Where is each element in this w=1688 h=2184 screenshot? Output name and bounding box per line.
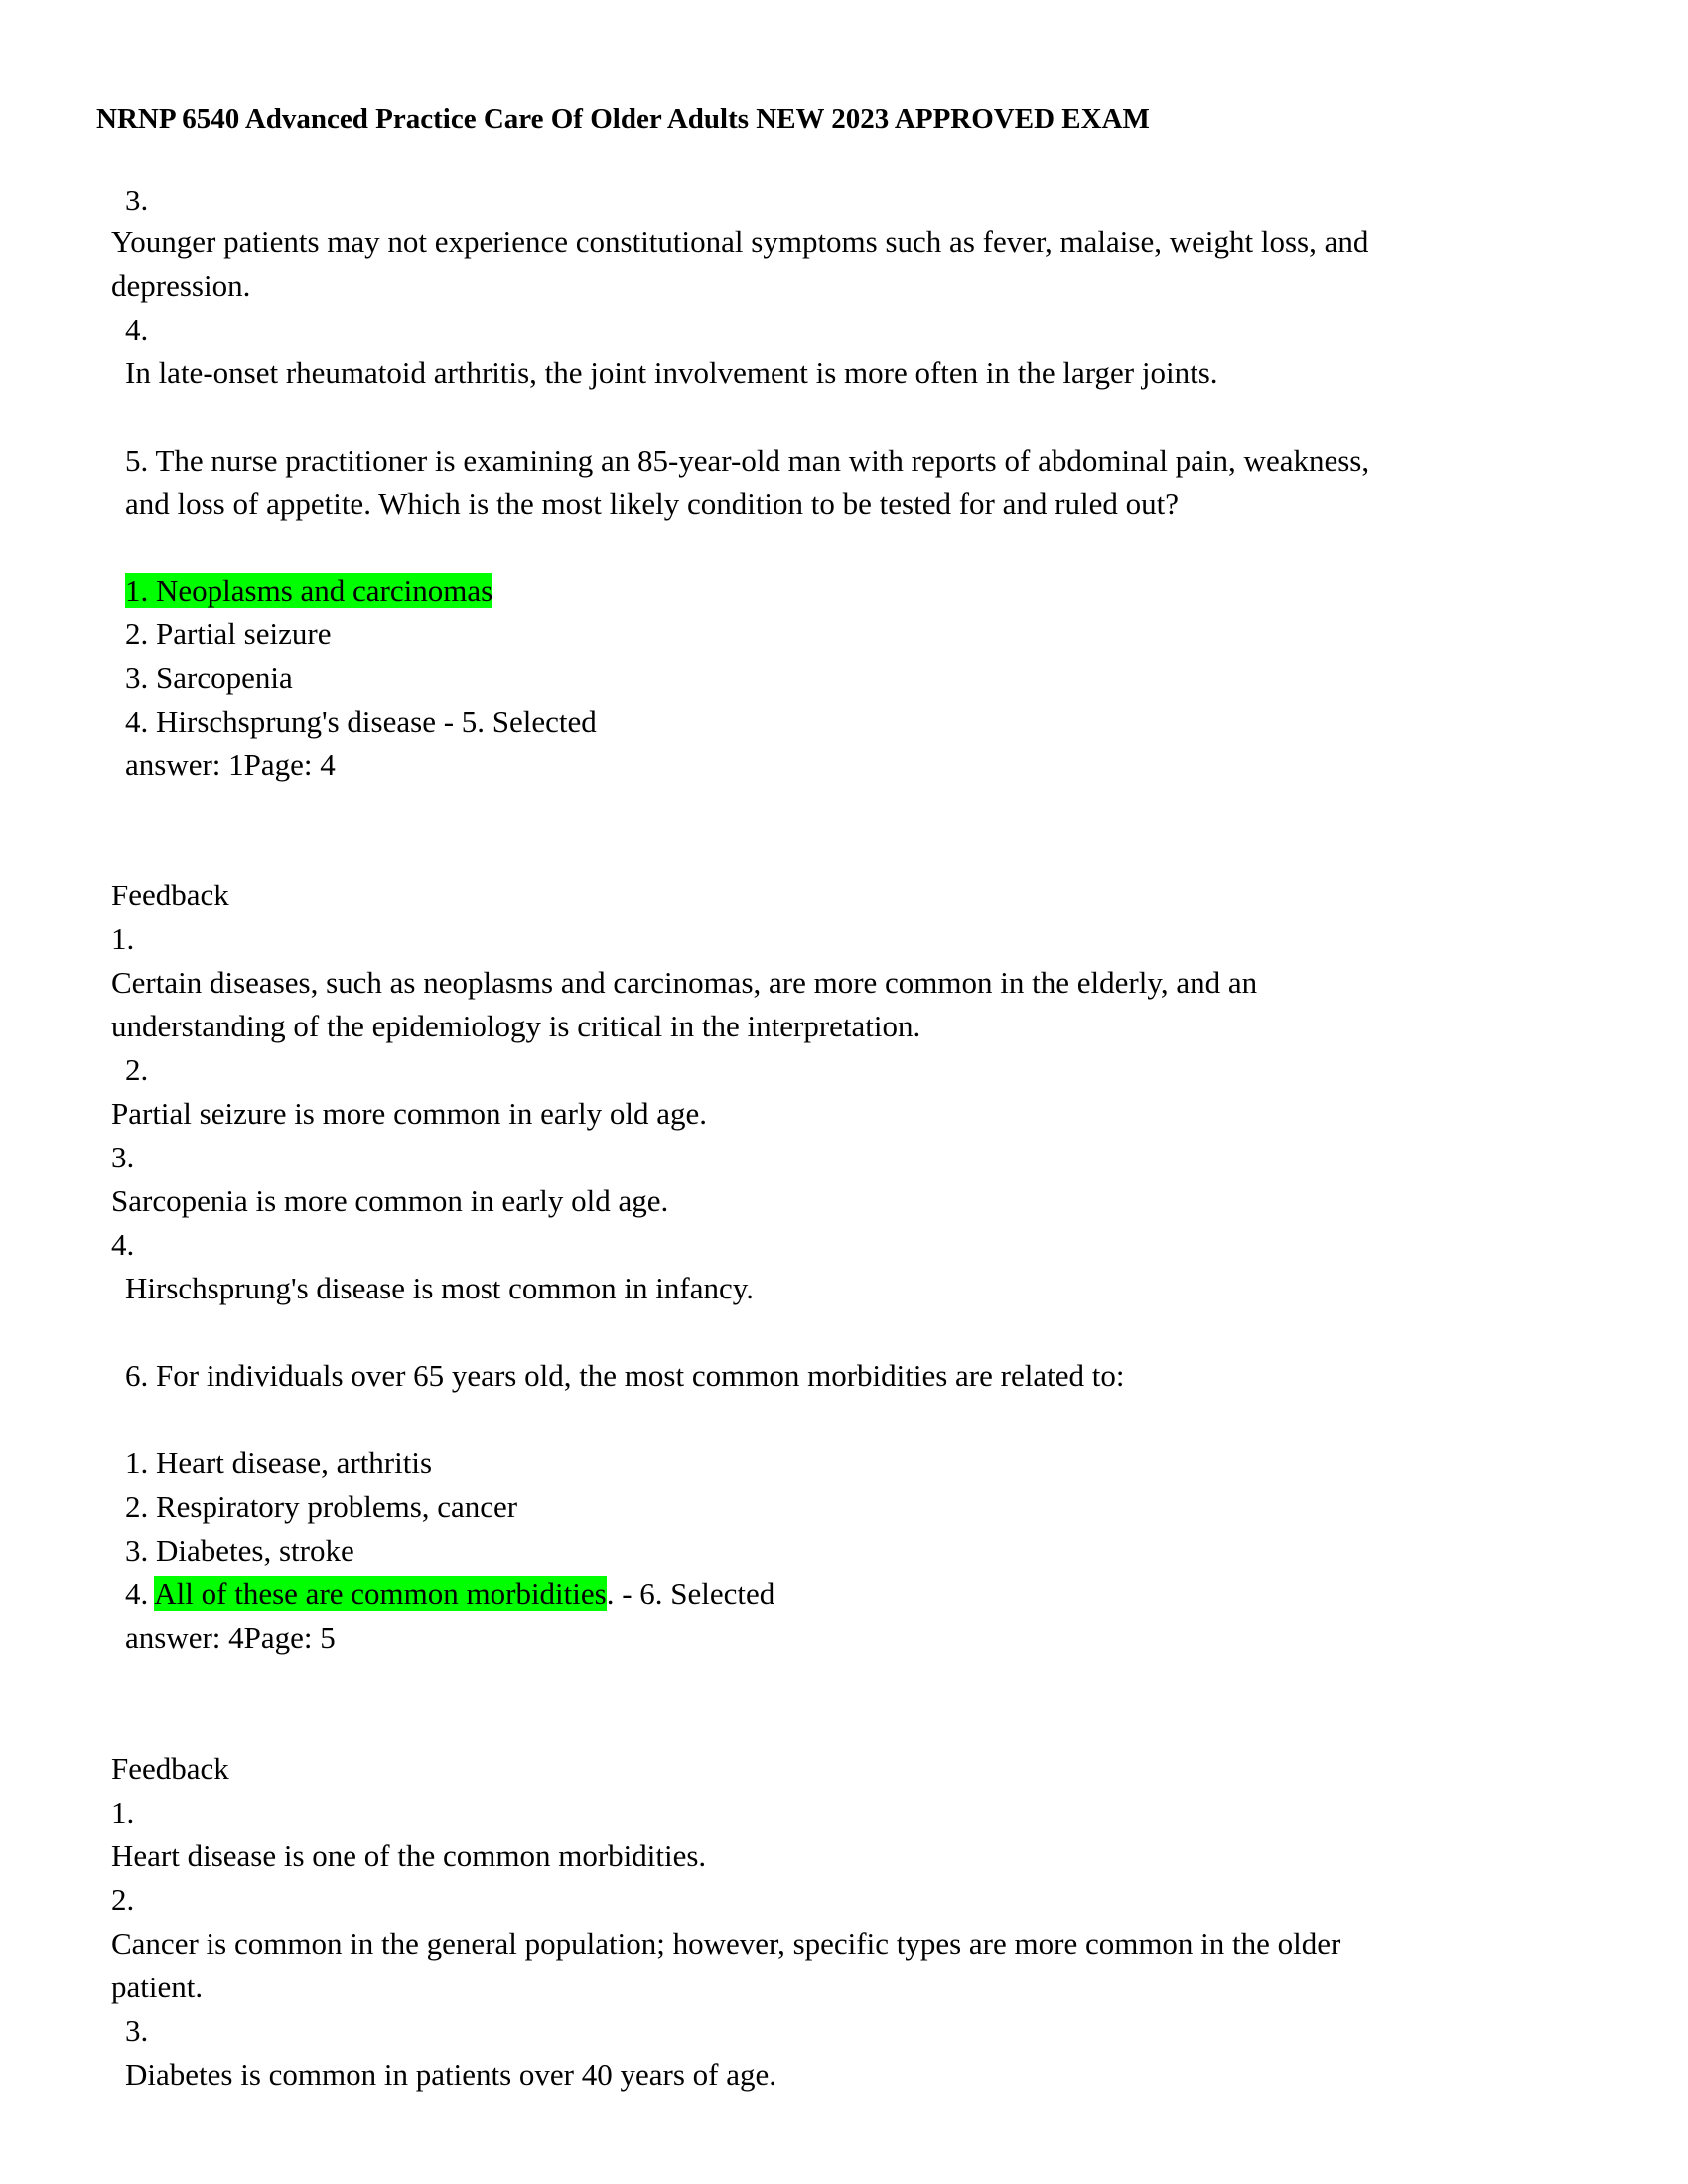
feedback-item-text: Sarcopenia is more common in early old age.: [111, 1183, 669, 1218]
feedback-item-number: 1.: [111, 921, 135, 956]
feedback-item-text: Certain diseases, such as neoplasms and carcinomas, are more common in the elderly, and an: [111, 965, 1258, 1000]
feedback-item-text: Partial seizure is more common in early old age.: [111, 1096, 708, 1131]
feedback-item-text: In late-onset rheumatoid arthritis, the joint involvement is more often in the larger joints.: [125, 355, 1218, 390]
feedback-item-text: understanding of the epidemiology is critical in the interpretation.: [111, 1009, 921, 1043]
question-5-option-2: 2. Partial seizure: [125, 616, 332, 651]
option-prefix: 4.: [125, 1576, 155, 1611]
feedback-item-text: Diabetes is common in patients over 40 years of age.: [125, 2057, 776, 2092]
option-suffix: . - 6. Selected: [606, 1576, 775, 1611]
question-6-option-3: 3. Diabetes, stroke: [125, 1533, 354, 1568]
answer-highlight: 1. Neoplasms and carcinomas: [125, 573, 493, 608]
feedback-item-number: 2.: [125, 1052, 149, 1087]
feedback-item-text: depression.: [111, 268, 251, 303]
question-5-option-4: 4. Hirschsprung's disease - 5. Selected: [125, 704, 597, 739]
question-5-option-1: [125, 569, 492, 613]
question-6-answer: answer: 4Page: 5: [125, 1620, 336, 1655]
feedback-item-number: 3.: [111, 1140, 135, 1174]
question-5-stem: and loss of appetite. Which is the most likely condition to be tested for and ruled out?: [125, 486, 1179, 521]
document-title: NRNP 6540 Advanced Practice Care Of Older Adults NEW 2023 APPROVED EXAM: [96, 103, 1150, 135]
feedback-item-text: Younger patients may not experience constitutional symptoms such as fever, malaise, weight loss, and: [111, 224, 1369, 259]
feedback-item-text: Cancer is common in the general population; however, specific types are more common in the older: [111, 1926, 1341, 1961]
feedback-heading: Feedback: [111, 878, 229, 912]
question-6-stem: 6. For individuals over 65 years old, the most common morbidities are related to:: [125, 1358, 1125, 1393]
feedback-item-number: 2.: [111, 1882, 135, 1917]
answer-highlight: All of these are common morbidities: [154, 1576, 607, 1611]
question-5-answer: answer: 1Page: 4: [125, 748, 336, 782]
feedback-item-number: 3.: [125, 2013, 149, 2048]
feedback-item-number: 4.: [111, 1227, 135, 1262]
feedback-item-number: 1.: [111, 1795, 135, 1830]
question-6-option-2: 2. Respiratory problems, cancer: [125, 1489, 518, 1524]
feedback-item-number: 3.: [125, 183, 149, 217]
question-6-option-1: 1. Heart disease, arthritis: [125, 1445, 433, 1480]
feedback-heading: Feedback: [111, 1751, 229, 1786]
feedback-item-number: 4.: [125, 312, 149, 346]
question-5-stem: 5. The nurse practitioner is examining an 85-year-old man with reports of abdominal pain, weakness,: [125, 443, 1370, 478]
question-5-option-3: 3. Sarcopenia: [125, 660, 293, 695]
feedback-item-text: Heart disease is one of the common morbidities.: [111, 1839, 707, 1873]
feedback-item-text: Hirschsprung's disease is most common in infancy.: [125, 1271, 754, 1305]
question-6-option-4: [125, 1572, 774, 1616]
feedback-item-text: patient.: [111, 1970, 204, 2004]
